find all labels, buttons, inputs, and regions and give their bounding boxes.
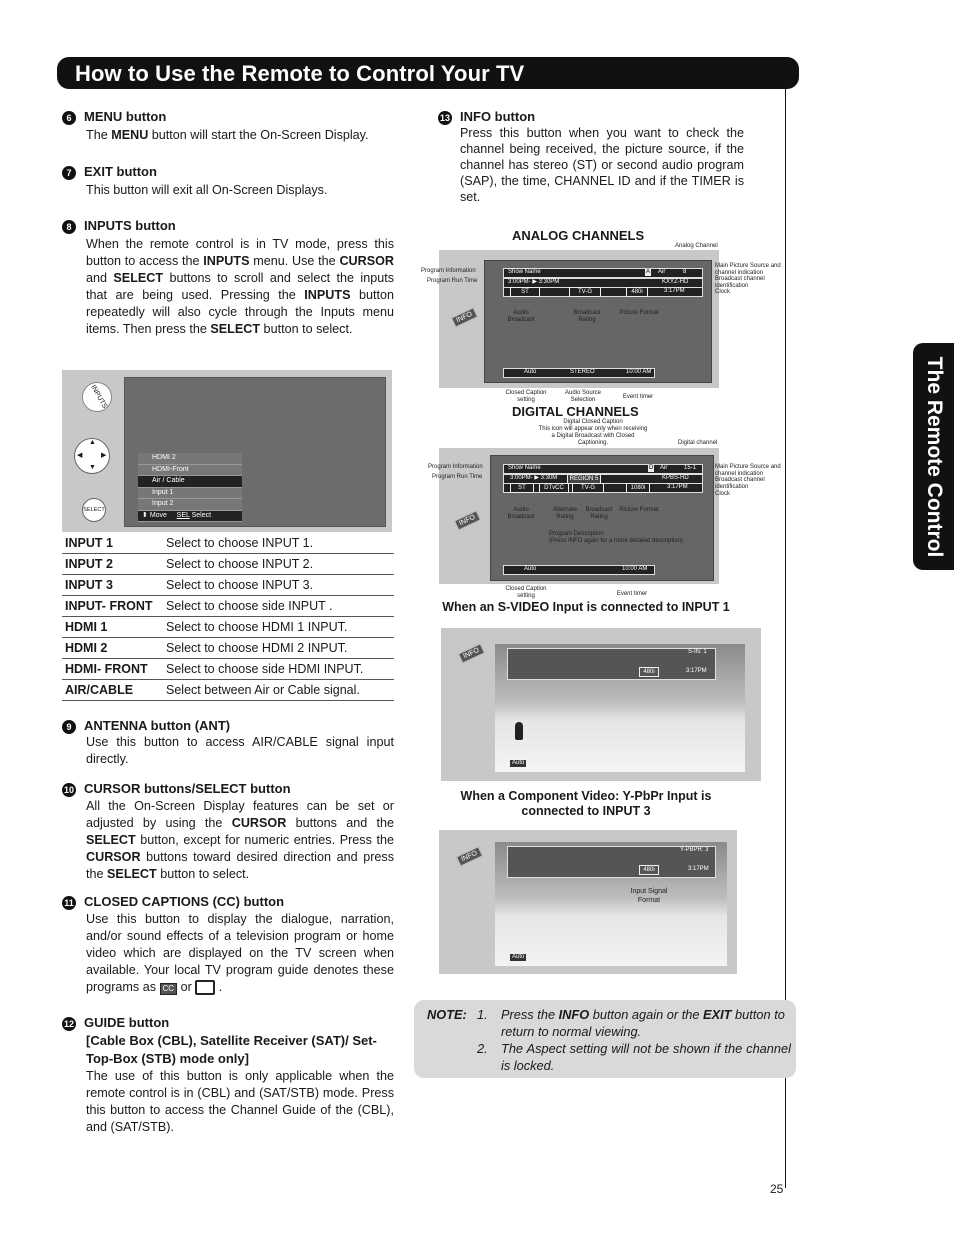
input-name: INPUT 1	[62, 533, 163, 554]
osd-source: Air	[660, 465, 668, 471]
label-broadcast-id: Broadcast channel identification	[715, 477, 765, 490]
info-tag: INFO	[451, 307, 478, 327]
osd-cc-auto: Auto	[524, 566, 537, 572]
input-name: HDMI- FRONT	[62, 659, 163, 680]
note-item-1: Press the INFO button again or the EXIT button to return to normal viewing.	[501, 1007, 785, 1039]
component-caption: When a Component Video: Y-PbPr Input is connected to INPUT 3	[460, 789, 712, 818]
osd-event-timer: 10:00 AM	[626, 369, 652, 375]
osd-run-time: 3:00PM- ▶ 3:30M	[510, 475, 558, 481]
osd-format-box: 480i	[626, 287, 648, 297]
input-name: INPUT 2	[62, 554, 163, 575]
inputs-table-row	[62, 659, 394, 680]
label-clock: Clock	[715, 289, 731, 295]
osd-channel: 15-1	[684, 465, 697, 471]
input-description: Select between Air or Cable signal.	[163, 680, 394, 701]
body-text: Press this button when you want to check the channel being received, the picture source, if the channel has stereo (ST) or second audio program (SAP), the time, CHANNEL ID and if the TIMER is set.	[460, 125, 744, 204]
osd-channel: 8	[683, 269, 687, 275]
inputs-menu-list	[138, 453, 242, 522]
osd-audio-box: ST	[510, 483, 534, 493]
section-heading: CURSOR buttons/SELECT button	[84, 781, 291, 796]
osd-show-name: Show Name	[508, 269, 541, 275]
input-name: INPUT- FRONT	[62, 596, 163, 617]
label-input-signal-format: Input Signal Format	[630, 888, 668, 904]
note-item-2: The Aspect setting will not be shown if the channel is locked.	[501, 1041, 791, 1073]
input-name: AIR/CABLE	[62, 680, 163, 701]
input-description: Select to choose side HDMI INPUT.	[163, 659, 394, 680]
osd-audio-stereo: STEREO	[570, 369, 595, 375]
svideo-osd-panel	[507, 648, 716, 680]
body-text: Use this button to display the dialogue, narration, and/or sound effects of a television program or home video which are displayed on the TV screen when available. Your local TV program guide denotes these programs as CC or .	[86, 911, 394, 994]
section-info-button	[438, 109, 744, 205]
osd-source: Y-PBPR: 3	[680, 847, 709, 853]
title-bar	[57, 57, 799, 89]
label-digital-channel: Digital channel	[678, 440, 718, 446]
input-description: Select to choose INPUT 1.	[163, 533, 394, 554]
input-description: Select to choose side INPUT .	[163, 596, 394, 617]
info-tag: INFO	[456, 846, 483, 866]
page-number: 25	[770, 1182, 784, 1196]
menu-item-selected: Air / Cable	[138, 476, 242, 488]
label-audio-source: Audio Source Selection	[564, 390, 602, 403]
osd-show-name: Show Name	[508, 465, 541, 471]
side-tab	[913, 343, 954, 570]
bullet-number: 10	[63, 784, 74, 795]
section-antenna-button	[62, 718, 394, 768]
input-name: HDMI 2	[62, 638, 163, 659]
osd-rating-box: TV-G	[569, 287, 601, 297]
osd-channel-id: KPBS-HD	[662, 475, 689, 481]
label-picture-format: Picture Format	[619, 507, 659, 513]
label-program-description-note: (Press INFO again for a more detailed description)	[549, 538, 684, 544]
note-number: 1.	[477, 1007, 488, 1022]
osd-source: S-IN: 1	[688, 649, 707, 655]
label-main-source: Main Picture Source and channel indication	[715, 464, 781, 477]
osd-digital-badge: D	[649, 465, 654, 471]
osd-clock: 3:17PM	[667, 484, 688, 490]
osd-cc-auto: Auto	[524, 369, 537, 375]
note-number: 2.	[477, 1041, 488, 1056]
label-event-timer: Event timer	[616, 591, 648, 597]
inputs-table	[62, 533, 394, 701]
body-text: This button will exit all On-Screen Displays.	[86, 182, 328, 197]
label-event-timer: Event timer	[622, 394, 654, 400]
body-text: The use of this button is only applicable when the remote control is in (CBL) and (SAT/STB) mode. Press this button to access the Channel Guide of the (CBL), and (SAT/STB).	[86, 1068, 394, 1134]
label-analog-channel: Analog Channel	[675, 243, 718, 249]
inputs-table-row	[62, 533, 394, 554]
input-description: Select to choose HDMI 1 INPUT.	[163, 617, 394, 638]
cursor-pad-icon: ▲ ▼ ◀ ▶	[74, 438, 110, 474]
osd-analog-badge: A	[646, 269, 651, 275]
input-description: Select to choose HDMI 2 INPUT.	[163, 638, 394, 659]
label-program-info: Program Information	[421, 268, 476, 274]
page-title: How to Use the Remote to Control Your TV	[75, 61, 525, 86]
osd-cc-auto: Auto	[512, 954, 525, 960]
note-label: NOTE:	[427, 1007, 467, 1022]
inputs-table-row	[62, 617, 394, 638]
bullet-number: 9	[62, 720, 76, 734]
section-heading: INFO button	[460, 109, 536, 124]
label-broadcast-rating: Broadcast Rating	[573, 310, 601, 323]
input-description: Select to choose INPUT 2.	[163, 554, 394, 575]
osd-source: Air	[658, 269, 666, 275]
osd-clock: 3:17PM	[688, 866, 709, 872]
speech-bubble-icon	[195, 980, 215, 995]
label-program-description: Program Description	[549, 531, 604, 537]
label-picture-format: Picture Format	[619, 310, 659, 316]
menu-item: Input 2	[138, 499, 242, 511]
info-tag: INFO	[454, 510, 481, 530]
bullet-number: 7	[62, 166, 76, 180]
section-inputs-button	[62, 218, 394, 338]
osd-cc-auto: Auto	[512, 760, 525, 766]
section-guide-button	[62, 1015, 394, 1136]
label-broadcast-id: Broadcast channel identification	[715, 276, 765, 289]
section-heading: INPUTS button	[84, 218, 176, 233]
label-digital-cc: Digital Closed Caption	[563, 419, 623, 425]
label-run-time: Program Run Time	[427, 278, 478, 284]
body-text: button will start the On-Screen Display.	[148, 127, 369, 142]
label-audio-broadcast: Audio Broadcast	[507, 507, 535, 520]
label-alternate-rating: Alternate Rating	[552, 507, 577, 520]
section-menu-button	[62, 109, 394, 144]
osd-format-box: 1080i	[626, 483, 650, 493]
menu-item: HDMI 2	[138, 453, 242, 465]
osd-audio-box: ST	[510, 287, 540, 297]
osd-rating-box: TV-G	[572, 483, 604, 493]
label-clock: Clock	[715, 491, 731, 497]
menu-footer: ⬍ Move SEL Select	[138, 511, 242, 523]
menu-item: HDMI-Front	[138, 465, 242, 477]
inputs-table-row	[62, 554, 394, 575]
label-run-time: Program Run Time	[432, 474, 483, 480]
section-heading: CLOSED CAPTIONS (CC) button	[84, 894, 285, 909]
bullet-number: 11	[62, 896, 76, 910]
inputs-table-row	[62, 575, 394, 596]
osd-format-box: 480i	[639, 667, 659, 677]
section-heading: ANTENNA button (ANT)	[84, 718, 231, 733]
input-description: Select to choose INPUT 3.	[163, 575, 394, 596]
digital-channels-title: DIGITAL CHANNELS	[512, 404, 639, 419]
section-heading: GUIDE button	[84, 1015, 170, 1030]
inputs-table-row	[62, 596, 394, 617]
label-main-source: Main Picture Source and channel indication	[715, 263, 781, 276]
bullet-number: 12	[63, 1018, 74, 1029]
menu-item: Input 1	[138, 488, 242, 500]
inputs-remote-button-icon: INPUTS	[77, 377, 118, 418]
analog-channels-title: ANALOG CHANNELS	[512, 228, 645, 243]
osd-run-time: 3:00PM- ▶ 3:30PM	[508, 279, 560, 285]
label-digital-cc-note: This icon will appear only when receiving a Digital Broadcast with Closed Captioning.	[538, 426, 648, 446]
select-button-icon: SELECT	[82, 498, 106, 522]
figure-silhouette	[515, 722, 523, 740]
info-tag: INFO	[458, 643, 485, 663]
inputs-table-row	[62, 638, 394, 659]
body-text: Use this button to access AIR/CABLE signal input directly.	[86, 734, 394, 766]
side-tab-label: The Remote Control	[922, 356, 946, 557]
label-cc-setting: Closed Caption setting	[505, 586, 547, 599]
body-bold: MENU	[111, 127, 149, 142]
input-name: INPUT 3	[62, 575, 163, 596]
osd-region-box: REGION 5	[567, 474, 601, 484]
bullet-number: 6	[62, 111, 76, 125]
label-audio-broadcast: Audio Broadcast	[507, 310, 535, 323]
section-closed-captions-button	[62, 894, 394, 996]
osd-format-box: 480i	[639, 865, 659, 875]
label-program-info: Program Information	[428, 464, 483, 470]
label-broadcast-rating: Broadcast Rating	[585, 507, 613, 520]
label-cc-setting: Closed Caption setting	[505, 390, 547, 403]
osd-clock: 3:17PM	[664, 288, 685, 294]
section-heading: MENU button	[84, 109, 167, 124]
osd-dtvcc-box: DTvCC	[539, 483, 569, 493]
osd-clock: 3:17PM	[686, 668, 707, 674]
osd-event-timer: 10:00 AM	[622, 566, 648, 572]
section-heading: EXIT button	[84, 164, 157, 179]
inputs-table-row	[62, 680, 394, 701]
cc-icon: CC	[160, 983, 178, 995]
svideo-caption: When an S-VIDEO Input is connected to INPUT 1	[442, 600, 730, 614]
note-box	[414, 1000, 796, 1078]
section-subheading: [Cable Box (CBL), Satellite Receiver (SAT)/ Set-Top-Box (STB) mode only]	[86, 1032, 377, 1066]
osd-channel-id: KXYZ-HD	[662, 279, 689, 285]
section-cursor-buttons	[62, 781, 394, 883]
input-name: HDMI 1	[62, 617, 163, 638]
body-text: When the remote control is in TV mode, press this button to access the INPUTS menu. Use the CURSOR and SELECT buttons to scroll and select the inputs that are being used. Pressing the INPUTS button repeatedly will also cycle through the Inputs menu items. Then press the SELECT button to select.	[86, 236, 395, 336]
body-text: All the On-Screen Display features can be set or adjusted by using the CURSOR buttons and the SELECT button, except for numeric entries. Press the CURSOR buttons toward desired direction and press the SELECT button to select.	[86, 798, 395, 881]
body-text: The	[86, 127, 112, 142]
section-exit-button	[62, 164, 394, 199]
bullet-number: 8	[62, 220, 76, 234]
bullet-number: 13	[439, 112, 450, 123]
